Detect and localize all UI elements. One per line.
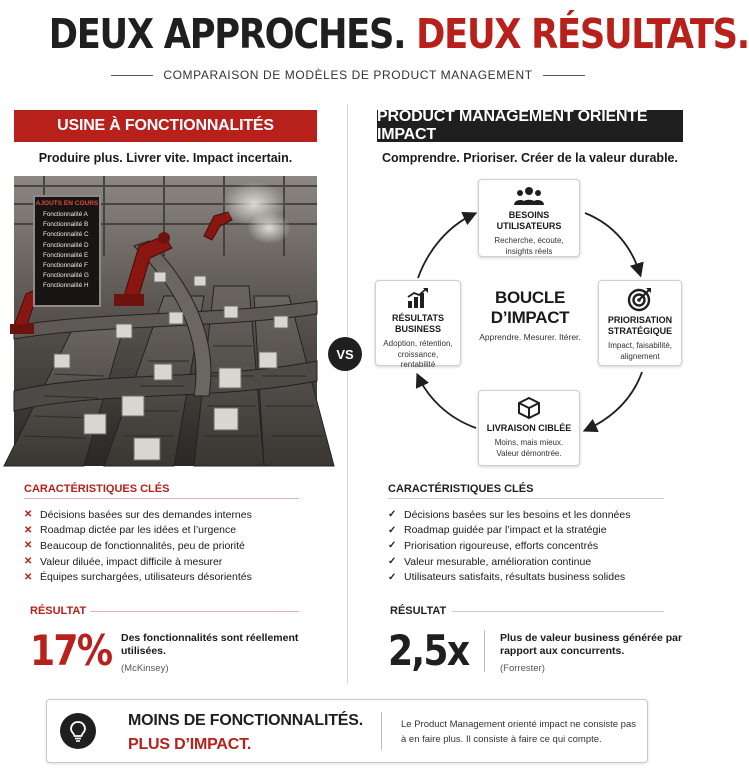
- impact-loop-title-2: D’IMPACT: [490, 308, 570, 327]
- cross-icon: ✕: [24, 556, 33, 568]
- feature-board-item: Fonctionnalité D: [43, 241, 89, 249]
- target-icon: [628, 287, 652, 311]
- user-needs-text: Recherche, écoute, insights réels: [494, 236, 564, 256]
- characteristic-item: [24, 523, 252, 539]
- feature-board-item: Fonctionnalité A: [43, 211, 88, 218]
- impact-pm-tagline: Comprendre. Prioriser. Créer de la valeur durable.: [382, 151, 678, 165]
- business-results-text: Adoption, rétention, croissance, rentabilité: [383, 339, 453, 369]
- feature-board-list: [34, 210, 100, 292]
- feature-board-item: Fonctionnalité B: [43, 221, 89, 229]
- strategic-prioritization-text: Impact, faisabilité, alignement: [607, 341, 673, 361]
- characteristic-item: [24, 507, 252, 523]
- feature-board-item: Fonctionnalité G: [43, 272, 89, 280]
- check-icon: ✓: [388, 571, 397, 583]
- business-results-title: RÉSULTATS BUSINESS: [392, 313, 444, 334]
- targeted-delivery-card: [478, 390, 580, 466]
- conclusion-text: Le Product Management orienté impact ne consiste pas à en faire plus. Il consiste à faire ce qui compte.: [401, 719, 636, 745]
- cross-icon: ✕: [24, 540, 33, 552]
- targeted-delivery-title: LIVRAISON CIBLÉE: [486, 423, 572, 433]
- strategic-prioritization-card: [598, 280, 682, 366]
- subtitle-rule-left: [111, 75, 153, 76]
- left-characteristics-title: CARACTÉRISTIQUES CLÉS: [24, 483, 170, 495]
- feature-factory-banner: USINE À FONCTIONNALITÉS: [14, 110, 317, 142]
- characteristic-item: [388, 569, 630, 585]
- left-result-text: Des fonctionnalités sont réellement utilisées.: [121, 632, 299, 657]
- characteristic-text: Valeur diluée, impact difficile à mesurer: [40, 555, 223, 568]
- right-result-value: 2,5x: [388, 626, 469, 675]
- box-icon: [518, 397, 540, 419]
- center-divider: [347, 104, 348, 684]
- feature-board-title: AJOUTS EN COURS: [35, 200, 99, 207]
- right-characteristics-list: [388, 507, 630, 585]
- characteristic-item: [24, 538, 252, 554]
- vs-badge: VS: [328, 337, 362, 371]
- check-icon: ✓: [388, 556, 397, 568]
- subtitle-rule-right: [543, 75, 585, 76]
- right-result-source: (Forrester): [500, 663, 545, 674]
- conclusion-separator: [381, 712, 382, 750]
- strategic-prioritization-title: PRIORISATION STRATÉGIQUE: [607, 315, 673, 336]
- business-results-card: [375, 280, 461, 369]
- left-characteristics-rule: [24, 498, 299, 499]
- conclusion-line-2: PLUS D’IMPACT.: [128, 736, 252, 753]
- characteristic-item: [388, 538, 630, 554]
- targeted-delivery-text: Moins, mais mieux. Valeur démontrée.: [494, 438, 564, 458]
- title-part-1: DEUX APPROCHES.: [48, 10, 406, 58]
- left-result-label: RÉSULTAT: [30, 605, 87, 617]
- cross-icon: ✕: [24, 509, 33, 521]
- cross-icon: ✕: [24, 571, 33, 583]
- left-result-rule: [90, 611, 299, 612]
- check-icon: ✓: [388, 540, 397, 552]
- check-icon: ✓: [388, 509, 397, 521]
- right-result-text: Plus de valeur business générée par rapport aux concurrents.: [500, 632, 683, 657]
- cross-icon: ✕: [24, 524, 33, 536]
- user-needs-card: [478, 179, 580, 257]
- characteristic-item: [388, 554, 630, 570]
- users-icon: [514, 186, 544, 206]
- right-result-separator: [484, 630, 485, 672]
- left-result-source: (McKinsey): [121, 663, 169, 674]
- subtitle-row: [0, 68, 696, 82]
- feature-board-item: Fonctionnalité C: [43, 231, 89, 239]
- page-title: [48, 10, 749, 58]
- characteristic-item: [388, 507, 630, 523]
- feature-board: [34, 200, 100, 292]
- title-part-2: DEUX RÉSULTATS.: [416, 10, 749, 58]
- user-needs-title: BESOINS UTILISATEURS: [496, 210, 562, 231]
- feature-board-item: Fonctionnalité F: [43, 262, 88, 270]
- characteristic-text: Valeur mesurable, amélioration continue: [404, 555, 592, 568]
- left-result-value: 17%: [30, 626, 112, 675]
- bar-chart-icon: [406, 287, 430, 309]
- characteristic-text: Décisions basées sur les besoins et les données: [404, 508, 631, 521]
- feature-board-item: Fonctionnalité H: [43, 282, 89, 290]
- feature-board-item: Fonctionnalité E: [43, 251, 89, 259]
- characteristic-text: Roadmap dictée par les idées et l’urgence: [40, 524, 237, 537]
- left-characteristics-list: [24, 507, 252, 585]
- right-result-label: RÉSULTAT: [390, 605, 447, 617]
- impact-loop-title-1: BOUCLE: [495, 288, 565, 307]
- characteristic-text: Utilisateurs satisfaits, résultats business solides: [404, 571, 626, 584]
- impact-pm-banner: PRODUCT MANAGEMENT ORIENTÉ IMPACT: [377, 110, 683, 142]
- right-characteristics-rule: [388, 498, 664, 499]
- feature-factory-tagline: Produire plus. Livrer vite. Impact incertain.: [38, 151, 293, 165]
- characteristic-text: Décisions basées sur des demandes internes: [40, 508, 252, 521]
- characteristic-item: [24, 554, 252, 570]
- characteristic-text: Beaucoup de fonctionnalités, peu de priorité: [40, 539, 245, 552]
- page-subtitle: COMPARAISON DE MODÈLES DE PRODUCT MANAGEMENT: [163, 68, 533, 82]
- conclusion-line-1: MOINS DE FONCTIONNALITÉS.: [128, 712, 364, 729]
- impact-loop-center: [478, 288, 582, 343]
- impact-loop-subtitle: Apprendre. Mesurer. Itérer.: [479, 332, 581, 342]
- right-characteristics-title: CARACTÉRISTIQUES CLÉS: [388, 483, 534, 495]
- right-result-rule: [452, 611, 664, 612]
- characteristic-item: [388, 523, 630, 539]
- characteristic-text: Équipes surchargées, utilisateurs désorientés: [40, 571, 252, 584]
- check-icon: ✓: [388, 524, 397, 536]
- lightbulb-icon: [60, 713, 96, 749]
- characteristic-item: [24, 569, 252, 585]
- characteristic-text: Roadmap guidée par l’impact et la stratégie: [404, 524, 607, 537]
- characteristic-text: Priorisation rigoureuse, efforts concentrés: [404, 539, 599, 552]
- factory-illustration: [14, 176, 317, 466]
